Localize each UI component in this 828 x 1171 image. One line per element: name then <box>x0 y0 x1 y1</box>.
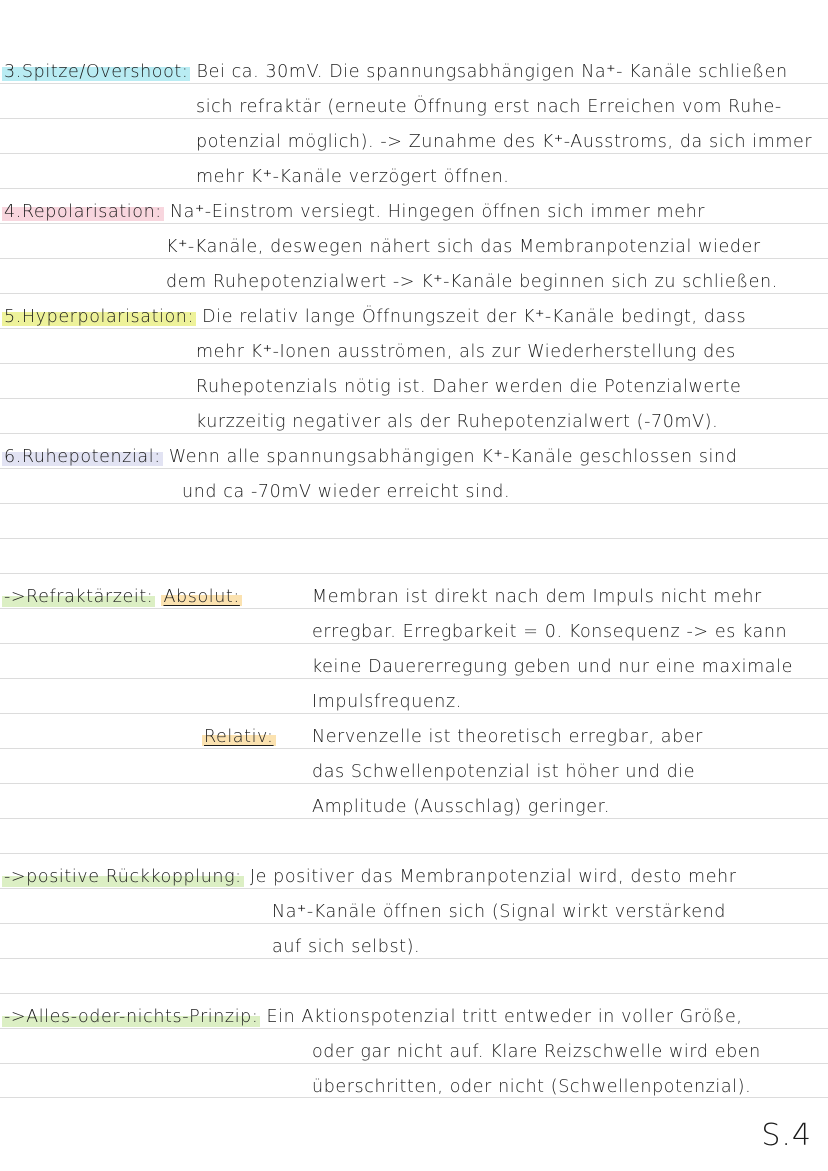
rule-line <box>0 433 828 434</box>
positive-feedback-text: Na⁺-Kanäle öffnen sich (Signal wirkt verstärkend <box>272 902 727 922</box>
rule-line <box>0 1028 828 1029</box>
rule-line <box>0 398 828 399</box>
all-or-nothing-text: oder gar nicht auf. Klare Reizschwelle wird eben <box>312 1042 761 1062</box>
rule-line <box>0 958 828 959</box>
phase-repolarisation-text: K⁺-Kanäle, deswegen nähert sich das Membranpotenzial wieder <box>166 237 761 257</box>
phase-hyperpolarisation-text: Ruhepotenzials nötig ist. Daher werden die Potenzialwerte <box>196 377 742 397</box>
phase-hyperpolarisation-text: mehr K⁺-Ionen ausströmen, als zur Wiederherstellung des <box>196 342 736 362</box>
rule-line <box>0 223 828 224</box>
positive-feedback-text: Je positiver das Membranpotenzial wird, desto mehr <box>249 867 737 887</box>
phase-overshoot-row-1 <box>2 62 788 82</box>
rule-line <box>0 468 828 469</box>
rule-line <box>0 993 828 994</box>
rule-line <box>0 538 828 539</box>
rule-line <box>0 83 828 84</box>
rule-line <box>0 748 828 749</box>
phase-hyperpolarisation-row-1 <box>2 307 746 327</box>
phase-resting-potential-label: 6.Ruhepotenzial: <box>4 447 161 467</box>
all-or-nothing-label: ->Alles-oder-nichts-Prinzip: <box>4 1007 259 1027</box>
rule-line <box>0 678 828 679</box>
phase-overshoot-text: Bei ca. 30mV. Die spannungsabhängigen Na⁺- Kanäle schließen <box>196 62 788 82</box>
rule-line <box>0 818 828 819</box>
all-or-nothing-text: überschritten, oder nicht (Schwellenpotenzial). <box>312 1077 752 1097</box>
phase-repolarisation-row-1 <box>2 202 705 222</box>
rule-line <box>0 328 828 329</box>
refractory-label: ->Refraktärzeit: <box>4 587 154 607</box>
phase-overshoot-text: mehr K⁺-Kanäle verzögert öffnen. <box>196 167 510 187</box>
rule-line <box>0 608 828 609</box>
all-or-nothing-text: Ein Aktionspotenzial tritt entweder in voller Größe, <box>266 1007 743 1027</box>
refractory-relative-label-text: Relativ: <box>204 727 274 747</box>
refractory-absolute-text: Membran ist direkt nach dem Impuls nicht mehr <box>312 587 762 607</box>
page-number: S.4 <box>761 1118 812 1153</box>
rule-line <box>0 643 828 644</box>
refractory-absolute-label: Absolut: <box>163 587 240 607</box>
rule-line <box>0 713 828 714</box>
positive-feedback-text: auf sich selbst). <box>272 937 421 957</box>
rule-line <box>0 363 828 364</box>
refractory-absolute-text: keine Dauererregung geben und nur eine maximale <box>312 657 793 677</box>
refractory-relative-text: Nervenzelle ist theoretisch erregbar, aber <box>312 727 703 747</box>
rule-line <box>0 188 828 189</box>
phase-repolarisation-text: dem Ruhepotenzialwert -> K⁺-Kanäle beginnen sich zu schließen. <box>166 272 778 292</box>
positive-feedback-row-1 <box>2 867 737 887</box>
phase-repolarisation-label: 4.Repolarisation: <box>4 202 162 222</box>
rule-line <box>0 153 828 154</box>
phase-repolarisation-text: Na⁺-Einstrom versiegt. Hingegen öffnen sich immer mehr <box>169 202 706 222</box>
rule-line <box>0 258 828 259</box>
rule-line <box>0 1097 828 1098</box>
phase-hyperpolarisation-label: 5.Hyperpolarisation: <box>4 307 194 327</box>
rule-line <box>0 573 828 574</box>
refractory-relative-text: Amplitude (Ausschlag) geringer. <box>312 797 610 817</box>
positive-feedback-label: ->positive Rückkopplung: <box>4 867 242 887</box>
refractory-relative-text: das Schwellenpotenzial ist höher und die <box>312 762 696 782</box>
phase-overshoot-text: sich refraktär (erneute Öffnung erst nach Erreichen vom Ruhe- <box>196 97 782 117</box>
refractory-absolute-text: erregbar. Erregbarkeit = 0. Konsequenz -> es kann <box>312 622 788 642</box>
rule-line <box>0 923 828 924</box>
refractory-absolute-text: Impulsfrequenz. <box>312 692 462 712</box>
phase-hyperpolarisation-text: kurzzeitig negativer als der Ruhepotenzialwert (-70mV). <box>196 412 719 432</box>
refractory-relative-label <box>202 727 276 747</box>
rule-line <box>0 853 828 854</box>
rule-line <box>0 503 828 504</box>
rule-line <box>0 118 828 119</box>
rule-line <box>0 1063 828 1064</box>
all-or-nothing-row-1 <box>2 1007 743 1027</box>
phase-overshoot-text: potenzial möglich). -> Zunahme des K⁺-Ausstroms, da sich immer <box>196 132 813 152</box>
phase-overshoot-label: 3.Spitze/Overshoot: <box>4 62 189 82</box>
phase-resting-potential-text: und ca -70mV wieder erreicht sind. <box>182 482 511 502</box>
phase-hyperpolarisation-text: Die relativ lange Öffnungszeit der K⁺-Kanäle bedingt, dass <box>202 307 747 327</box>
phase-resting-potential-row-1 <box>2 447 737 467</box>
rule-line <box>0 293 828 294</box>
phase-resting-potential-text: Wenn alle spannungsabhängigen K⁺-Kanäle geschlossen sind <box>168 447 738 467</box>
rule-line <box>0 783 828 784</box>
rule-line <box>0 888 828 889</box>
refractory-row-1 <box>2 587 242 607</box>
